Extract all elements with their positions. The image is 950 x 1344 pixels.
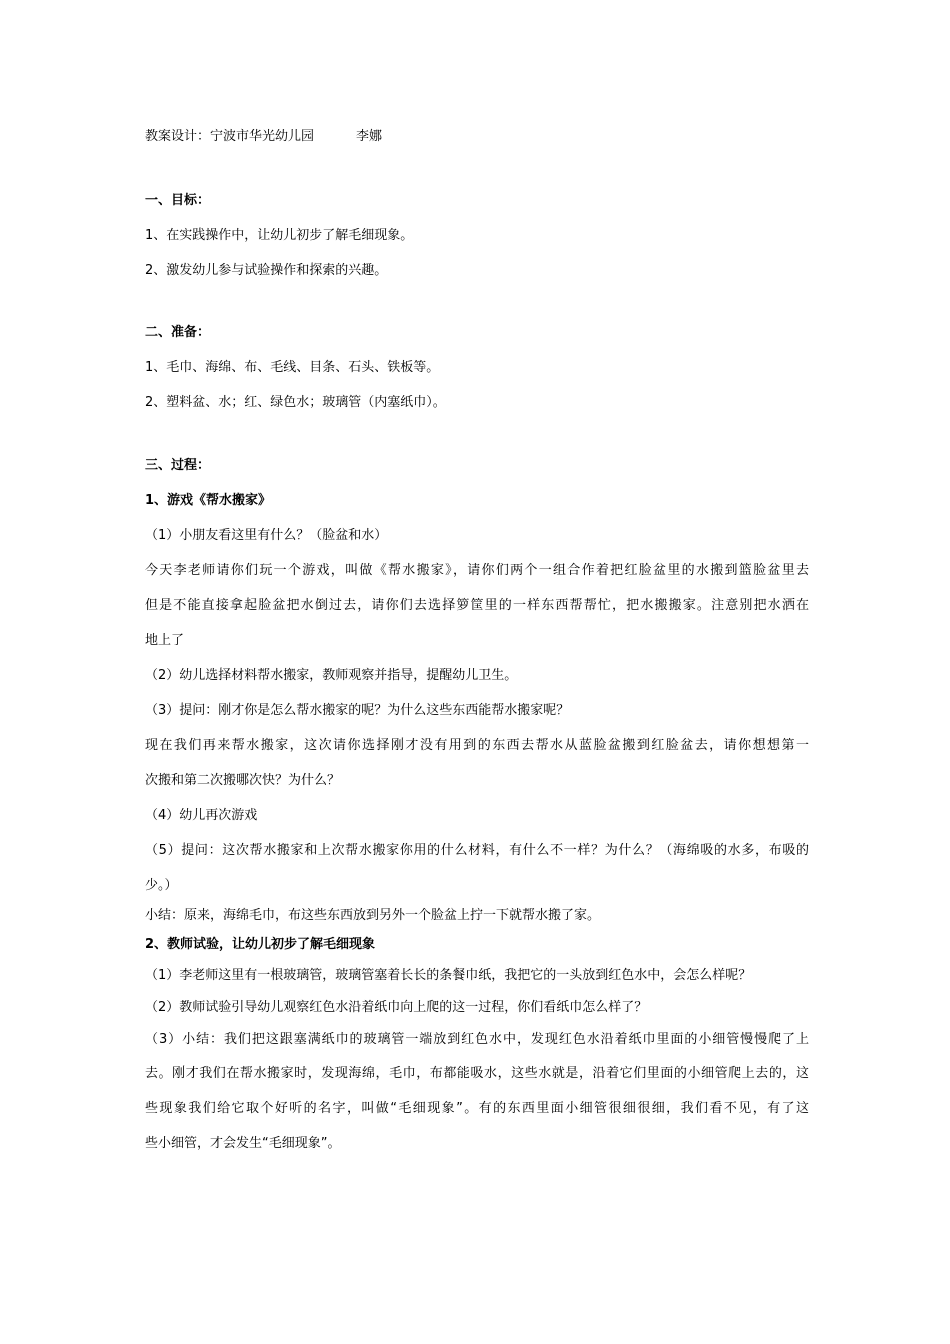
- part1-line: 次搬和第二次搬哪次快？为什么？: [145, 773, 341, 788]
- part1-line: 少。）: [145, 878, 178, 893]
- part1-title: 1、游戏《帮水搬家》: [145, 493, 272, 508]
- part2-line: 些现象我们给它取个好听的名字，叫做“毛细现象”。有的东西里面小细管很细很细，我们看不见，有了这: [145, 1101, 809, 1116]
- part2-line: （1）李老师这里有一根玻璃管，玻璃管塞着长长的条餐巾纸，我把它的一头放到红色水中，会怎么样呢？: [145, 968, 752, 983]
- part2-line: 些小细管，才会发生“毛细现象”。: [145, 1136, 341, 1151]
- part1-line: （5）提问：这次帮水搬家和上次帮水搬家你用的什么材料，有什么不一样？为什么？（海绵吸的水多，布吸的: [145, 843, 809, 858]
- author-name: 李娜: [356, 129, 383, 144]
- prep-item: 2、塑料盆、水；红、绿色水；玻璃管（内塞纸巾）。: [145, 395, 446, 410]
- part2-title: 2、教师试验，让幼儿初步了解毛细现象: [145, 937, 376, 952]
- part1-line: 地上了: [145, 633, 185, 648]
- goal-item: 1、在实践操作中，让幼儿初步了解毛细现象。: [145, 228, 414, 243]
- prep-heading: 二、准备：: [145, 325, 211, 340]
- designer-label: 教案设计：宁波市华光幼儿园: [145, 129, 315, 144]
- part2-line: 去。刚才我们在帮水搬家时，发现海绵，毛巾，布都能吸水，这些水就是，沿着它们里面的小细管爬上去的，这: [145, 1066, 809, 1081]
- part1-line: 但是不能直接拿起脸盆把水倒过去，请你们去选择箩筐里的一样东西帮帮忙，把水搬搬家。注意别把水洒在: [145, 598, 809, 613]
- header-line: [145, 128, 809, 146]
- part1-line: 现在我们再来帮水搬家，这次请你选择刚才没有用到的东西去帮水从蓝脸盆搬到红脸盆去，请你想想第一: [145, 738, 809, 753]
- part1-line: （4）幼儿再次游戏: [145, 808, 258, 823]
- goals-heading: 一、目标：: [145, 193, 211, 208]
- part2-line: （2）教师试验引导幼儿观察红色水沿着纸巾向上爬的这一过程，你们看纸巾怎么样了？: [145, 1000, 648, 1015]
- goal-item: 2、激发幼儿参与试验操作和探索的兴趣。: [145, 263, 388, 278]
- part2-line: （3）小结：我们把这跟塞满纸巾的玻璃管一端放到红色水中，发现红色水沿着纸巾里面的小细管慢慢爬了上: [145, 1032, 809, 1047]
- part1-line: （2）幼儿选择材料帮水搬家，教师观察并指导，提醒幼儿卫生。: [145, 668, 518, 683]
- process-heading: 三、过程：: [145, 458, 211, 473]
- part1-line: 今天李老师请你们玩一个游戏，叫做《帮水搬家》，请你们两个一组合作着把红脸盆里的水搬到篮脸盆里去: [145, 563, 809, 578]
- part1-summary: 小结：原来，海绵毛巾，布这些东西放到另外一个脸盆上拧一下就帮水搬了家。: [145, 908, 601, 923]
- prep-item: 1、毛巾、海绵、布、毛线、目条、石头、铁板等。: [145, 360, 440, 375]
- part1-line: （3）提问：刚才你是怎么帮水搬家的呢？为什么这些东西能帮水搬家呢？: [145, 703, 570, 718]
- part1-line: （1）小朋友看这里有什么？（脸盆和水）: [145, 528, 388, 543]
